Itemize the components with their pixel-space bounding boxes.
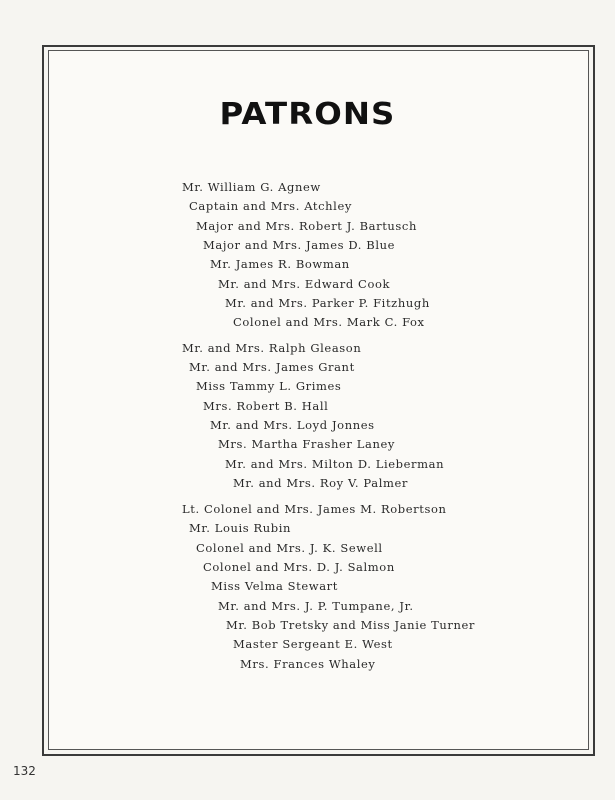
page-title: PATRONS [219, 97, 396, 132]
patron-line: Mr. and Mrs. Ralph Gleason [182, 341, 362, 355]
patron-line: Colonel and Mrs. J. K. Sewell [196, 541, 383, 555]
patron-line: Major and Mrs. Robert J. Bartusch [196, 219, 417, 233]
patron-line: Mr. and Mrs. Loyd Jonnes [210, 418, 375, 432]
patron-line: Captain and Mrs. Atchley [189, 199, 352, 213]
patron-line: Mrs. Martha Frasher Laney [218, 437, 395, 451]
page-number: 132 [13, 764, 36, 778]
patron-line: Lt. Colonel and Mrs. James M. Robertson [182, 502, 447, 516]
patron-line: Mr. and Mrs. Roy V. Palmer [233, 476, 408, 490]
patron-line: Mr. and Mrs. Parker P. Fitzhugh [225, 296, 430, 310]
patron-line: Mr. James R. Bowman [210, 257, 350, 271]
patron-line: Colonel and Mrs. Mark C. Fox [233, 315, 425, 329]
patron-line: Mrs. Robert B. Hall [203, 399, 329, 413]
patron-line: Miss Velma Stewart [211, 579, 338, 593]
patron-line: Major and Mrs. James D. Blue [203, 238, 396, 252]
patron-line: Mr. and Mrs. J. P. Tumpane, Jr. [218, 599, 414, 613]
patron-line: Mr. William G. Agnew [182, 180, 321, 194]
patron-line: Master Sergeant E. West [233, 637, 393, 651]
patron-line: Colonel and Mrs. D. J. Salmon [203, 560, 395, 574]
patron-line: Mr. and Mrs. Milton D. Lieberman [225, 457, 445, 471]
patron-line: Mr. and Mrs. Edward Cook [218, 277, 391, 291]
patron-line: Miss Tammy L. Grimes [196, 379, 342, 393]
patron-line: Mr. Louis Rubin [189, 521, 292, 535]
patron-line: Mr. and Mrs. James Grant [189, 360, 355, 374]
patron-line: Mr. Bob Tretsky and Miss Janie Turner [226, 618, 476, 632]
patron-line: Mrs. Frances Whaley [240, 657, 376, 671]
